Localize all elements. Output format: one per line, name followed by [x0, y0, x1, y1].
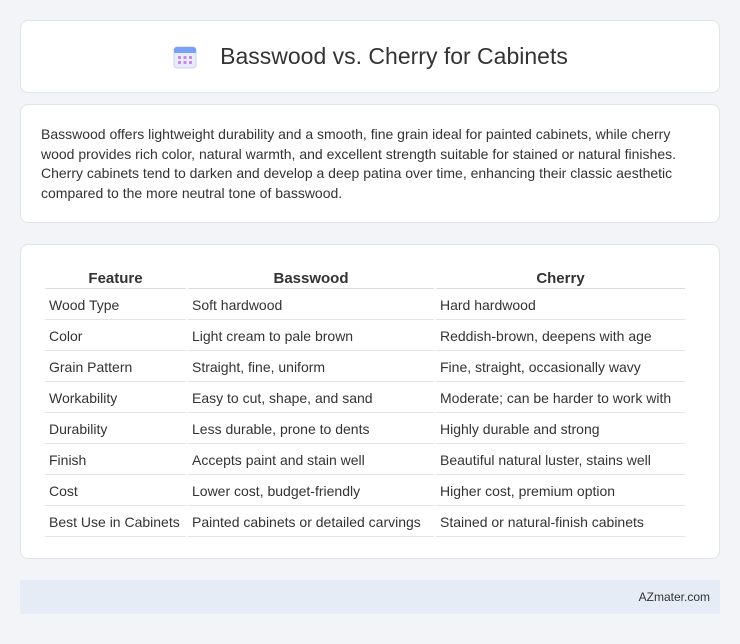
table-cell: Soft hardwood [188, 291, 434, 320]
table-cell: Durability [45, 415, 186, 444]
table-cell: Highly durable and strong [436, 415, 685, 444]
table-cell: Higher cost, premium option [436, 477, 685, 506]
description-card [20, 104, 720, 223]
table-cell: Best Use in Cabinets [45, 508, 186, 537]
table-cell: Painted cabinets or detailed carvings [188, 508, 434, 537]
table-cell: Hard hardwood [436, 291, 685, 320]
table-cell: Stained or natural-finish cabinets [436, 508, 685, 537]
column-header-basswood: Basswood [188, 267, 434, 289]
calendar-icon [172, 44, 198, 70]
page-title: Basswood vs. Cherry for Cabinets [220, 43, 568, 69]
comparison-table [43, 265, 687, 539]
table-cell: Less durable, prone to dents [188, 415, 434, 444]
table-cell: Workability [45, 384, 186, 413]
table-cell: Lower cost, budget-friendly [188, 477, 434, 506]
table-cell: Moderate; can be harder to work with [436, 384, 685, 413]
description-text: Basswood offers lightweight durability and a smooth, fine grain ideal for painted cabinets, while cherry wood provides rich color, natural warmth, and excellent strength suitable for stained or natural finishes. Cherry cabinets tend to darken and develop a deep patina over time, enhancing their classic aesthetic compared to the more neutral tone of basswood. [41, 126, 677, 201]
title-card [20, 20, 720, 93]
table-cell: Color [45, 322, 186, 351]
table-row [45, 384, 685, 413]
table-cell: Finish [45, 446, 186, 475]
footer-bar [20, 580, 720, 614]
table-cell: Wood Type [45, 291, 186, 320]
table-cell: Grain Pattern [45, 353, 186, 382]
table-cell: Beautiful natural luster, stains well [436, 446, 685, 475]
table-cell: Light cream to pale brown [188, 322, 434, 351]
table-row [45, 446, 685, 475]
table-cell: Accepts paint and stain well [188, 446, 434, 475]
table-cell: Cost [45, 477, 186, 506]
table-row [45, 322, 685, 351]
table-row [45, 508, 685, 537]
table-cell: Reddish-brown, deepens with age [436, 322, 685, 351]
table-row [45, 353, 685, 382]
column-header-feature: Feature [45, 267, 186, 289]
column-header-cherry: Cherry [436, 267, 685, 289]
table-row [45, 415, 685, 444]
comparison-table-card [20, 244, 720, 559]
table-cell: Fine, straight, occasionally wavy [436, 353, 685, 382]
footer-brand: AZmater.com [638, 590, 710, 604]
table-row [45, 291, 685, 320]
table-cell: Straight, fine, uniform [188, 353, 434, 382]
table-cell: Easy to cut, shape, and sand [188, 384, 434, 413]
table-row [45, 477, 685, 506]
table-header-row [45, 267, 685, 289]
